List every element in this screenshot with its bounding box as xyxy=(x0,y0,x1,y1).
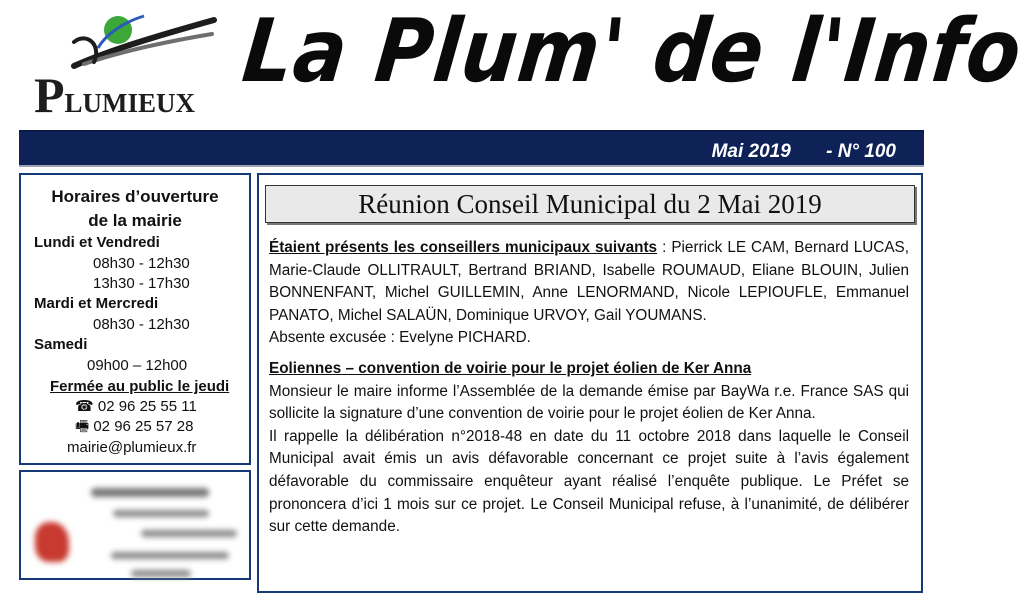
section-heading-wind-turbines: Eoliennes – convention de voirie pour le projet éolien de Ker Anna xyxy=(269,359,752,377)
plumieux-logo xyxy=(14,14,219,123)
article-body xyxy=(269,237,909,539)
opening-hours-title: Horaires d’ouverture de la mairie xyxy=(51,187,219,230)
phone-icon: ☎ xyxy=(75,398,94,415)
article-frame xyxy=(257,173,923,593)
day-tuesday-wednesday: Mardi et Mercredi xyxy=(34,295,159,312)
blurred-emblem-icon xyxy=(35,522,69,562)
issue-banner xyxy=(19,130,924,165)
fax-line xyxy=(75,417,193,437)
day-saturday: Samedi xyxy=(34,336,88,353)
hours-saturday: 09h00 – 12h00 xyxy=(87,357,188,374)
fax-number: 02 96 25 57 28 xyxy=(93,418,194,435)
email-address: mairie@plumieux.fr xyxy=(67,439,197,456)
hours-afternoon-mon-fri: 13h30 - 17h30 xyxy=(93,275,190,292)
article-title: Réunion Conseil Municipal du 2 Mai 2019 xyxy=(265,185,915,223)
fax-icon: 🖷 xyxy=(75,418,90,435)
attendees-list: : Pierrick LE CAM, Bernard LUCAS, Marie-Claude OLLITRAULT, Bertrand BRIAND, Isabelle ROUMAUD, Eliane BLOUIN, Julien BONNENFANT, Michel GUILLEMIN, Anne LENORMAND, Nicole LEPIOUFLE, Emmanuel PANATO, Michel SALAÜN, Dominique URVOY, Gail YOUMANS. xyxy=(269,239,909,324)
attendees-heading: Étaient présents les conseillers municipaux suivants xyxy=(269,239,658,256)
issue-date: Mai 2019 xyxy=(711,141,791,162)
paragraph-decision: Il rappelle la délibération n°2018-48 en date du 11 octobre 2018 dans laquelle le Conseil Municipal avait émis un avis défavorable concernant ce projet suite à l’avis également défavorable du commissaire enquêteur ayant réalisé l’enquête publique. Le Préfet se prononcera d’ici 1 mois sur ce projet. Le Conseil Municipal refuse, à l’unanimité, de délibérer sur cette demande. xyxy=(269,427,909,536)
phone-number: 02 96 25 55 11 xyxy=(97,398,197,415)
paragraph-request: Monsieur le maire informe l’Assemblée de la demande émise par BayWa r.e. France SAS qui sollicite la signature d’une convention de voirie pour le projet éolien de Ker Anna. xyxy=(269,382,909,423)
phone-line xyxy=(75,397,197,417)
absent-note: Absente excusée : Evelyne PICHARD. xyxy=(269,329,531,347)
opening-hours-box xyxy=(19,173,251,465)
hours-morning-mon-fri: 08h30 - 12h30 xyxy=(93,255,190,272)
closed-notice: Fermée au public le jeudi xyxy=(50,378,230,395)
useful-numbers-box-blurred xyxy=(19,470,251,580)
issue-number: - N° 100 xyxy=(826,141,896,162)
blurred-content xyxy=(21,472,249,578)
newsletter-title: La Plum' de l'Info xyxy=(238,1,1027,103)
hours-tue-wed: 08h30 - 12h30 xyxy=(93,316,190,333)
logo-wordmark: PLUMIEUX xyxy=(34,67,196,123)
attendees-paragraph xyxy=(269,237,909,327)
day-monday-friday: Lundi et Vendredi xyxy=(34,234,160,251)
